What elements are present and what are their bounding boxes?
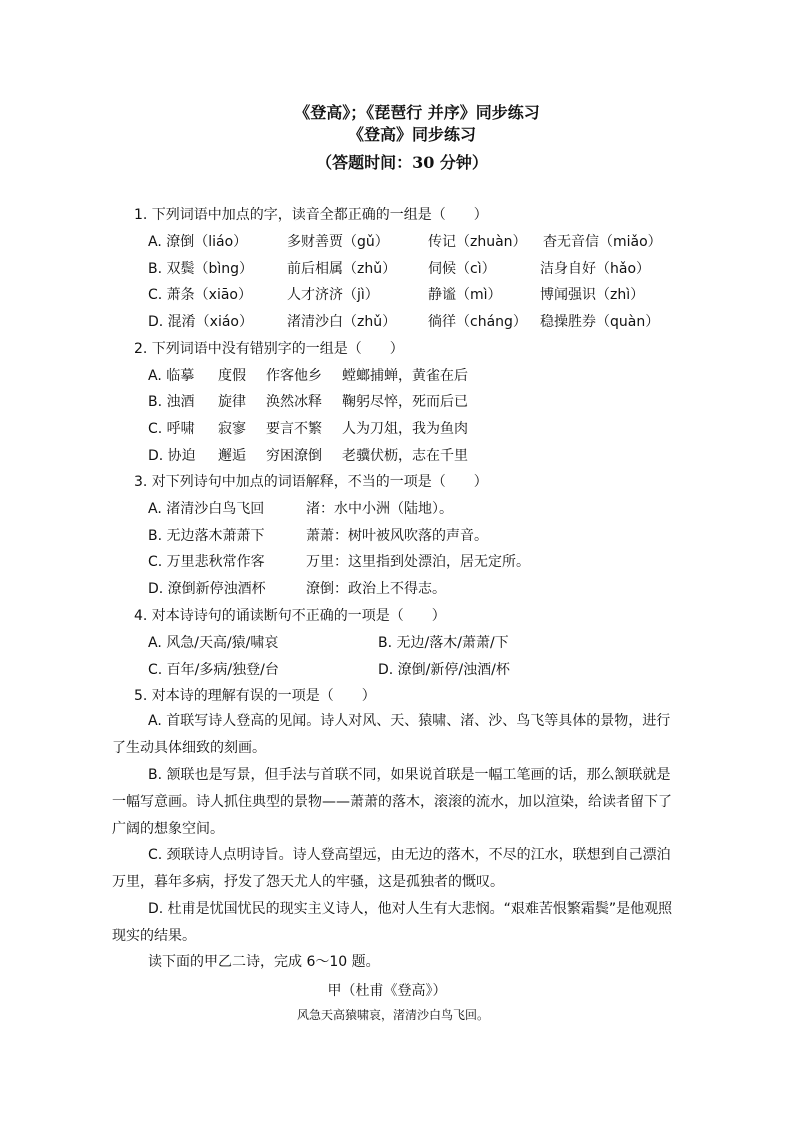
q1-d-1: D. 混淆（xiáo） (148, 314, 253, 330)
q2-a-3: 作客他乡 (266, 368, 322, 384)
q4-b: B. 无边/落木/萧萧/下 (378, 635, 509, 651)
q4-c: C. 百年/多病/独登/台 (148, 662, 279, 678)
q5-option-c: C. 颈联诗人点明诗旨。诗人登高望远，由无边的落木，不尽的江水，联想到自己漂泊万里，暮年多病，抒发了怨天尤人的牢骚，这是孤独者的慨叹。 (112, 847, 671, 890)
q1-b-2: 前后相属（zhǔ） (287, 261, 397, 277)
q1-d-4: 稳操胜券（quàn） (540, 314, 660, 330)
q1-b-3: 伺候（cì） (428, 261, 496, 277)
question-4-stem: 4. 对本诗诗句的诵读断句不正确的一项是（ ） (134, 608, 446, 624)
q3-a-2: 渚：水中小洲（陆地）。 (306, 501, 453, 517)
q3-a-1: A. 渚清沙白鸟飞回 (148, 501, 265, 517)
question-3-stem: 3. 对下列诗句中加点的词语解释，不当的一项是（ ） (134, 474, 488, 490)
q3-d-2: 潦倒：政治上不得志。 (306, 581, 446, 597)
q1-c-4: 博闻强识（zhì） (540, 287, 645, 303)
q1-d-2: 渚清沙白（zhǔ） (287, 314, 397, 330)
q3-b-1: B. 无边落木萧萧下 (148, 528, 265, 544)
q1-a-2: 多财善贾（gǔ） (287, 234, 389, 250)
q1-d-3: 徜徉（cháng） (428, 314, 527, 330)
q2-a-1: A. 临摹 (148, 368, 195, 384)
q2-b-2: 旋律 (218, 394, 246, 410)
q1-c-2: 人才济济（jì） (287, 287, 379, 303)
q2-d-2: 邂逅 (218, 448, 246, 464)
q3-d-1: D. 潦倒新停浊酒杯 (148, 581, 266, 597)
poem-title: 甲（杜甫《登高》） (327, 983, 447, 999)
q2-a-2: 度假 (218, 368, 246, 384)
q2-b-4: 鞠躬尽悴，死而后已 (342, 394, 468, 410)
q2-c-1: C. 呼啸 (148, 421, 195, 437)
q1-b-4: 洁身自好（hǎo） (540, 261, 651, 277)
q1-c-3: 静谧（mì） (428, 287, 502, 303)
q5-option-a: A. 首联写诗人登高的见闻。诗人对风、天、猿啸、渚、沙、鸟飞等具体的景物，进行了生动具体细致的刻画。 (112, 713, 671, 756)
q2-c-2: 寂寥 (218, 421, 246, 437)
q4-a: A. 风急/天高/猿/啸哀 (148, 635, 279, 651)
q1-a-4: 杳无音信（miǎo） (543, 234, 662, 250)
q2-b-1: B. 浊酒 (148, 394, 195, 410)
q2-d-3: 穷困潦倒 (266, 448, 322, 464)
question-2-stem: 2. 下列词语中没有错别字的一组是（ ） (134, 341, 404, 357)
q2-a-4: 螳螂捕蝉，黄雀在后 (342, 368, 468, 384)
q2-c-4: 人为刀俎，我为鱼肉 (342, 421, 468, 437)
time-note: （答题时间：30 分钟） (316, 153, 488, 172)
q5-option-b: B. 颔联也是写景，但手法与首联不同，如果说首联是一幅工笔画的话，那么颔联就是一幅写意画。诗人抓住典型的景物——萧萧的落木，滚滚的流水，加以渲染，给读者留下了广阔的想象空间。 (112, 767, 672, 837)
q5-option-d: D. 杜甫是忧国忧民的现实主义诗人，他对人生有大悲悯。“艰难苦恨繁霜鬓”是他观照现实的结果。 (112, 901, 673, 944)
document-subtitle: 《登高》同步练习 (347, 125, 476, 144)
q2-d-1: D. 协迫 (148, 448, 196, 464)
q3-b-2: 萧萧：树叶被风吹落的声音。 (306, 528, 488, 544)
q1-b-1: B. 双鬓（bìng） (148, 261, 254, 277)
q1-c-1: C. 萧条（xiāo） (148, 287, 252, 303)
reading-intro: 读下面的甲乙二诗，完成 6～10 题。 (148, 954, 380, 970)
q3-c-1: C. 万里悲秋常作客 (148, 554, 265, 570)
q3-c-2: 万里：这里指到处漂泊，居无定所。 (306, 554, 530, 570)
question-5-stem: 5. 对本诗的理解有误的一项是（ ） (134, 688, 376, 704)
question-1-stem: 1. 下列词语中加点的字，读音全都正确的一组是（ ） (134, 207, 488, 223)
document-title: 《登高》；《琵琶行 并序》同步练习 (294, 103, 540, 122)
q1-a-3: 传记（zhuàn） (428, 234, 527, 250)
q2-c-3: 要言不繁 (266, 421, 322, 437)
poem-line-1: 风急天高猿啸哀，渚清沙白鸟飞回。 (296, 1008, 489, 1022)
q2-d-4: 老骥伏枥，志在千里 (342, 448, 468, 464)
q2-b-3: 涣然冰释 (266, 394, 322, 410)
q1-a-1: A. 潦倒（liáo） (148, 234, 248, 250)
q4-d: D. 潦倒/新停/浊酒/杯 (378, 662, 510, 678)
